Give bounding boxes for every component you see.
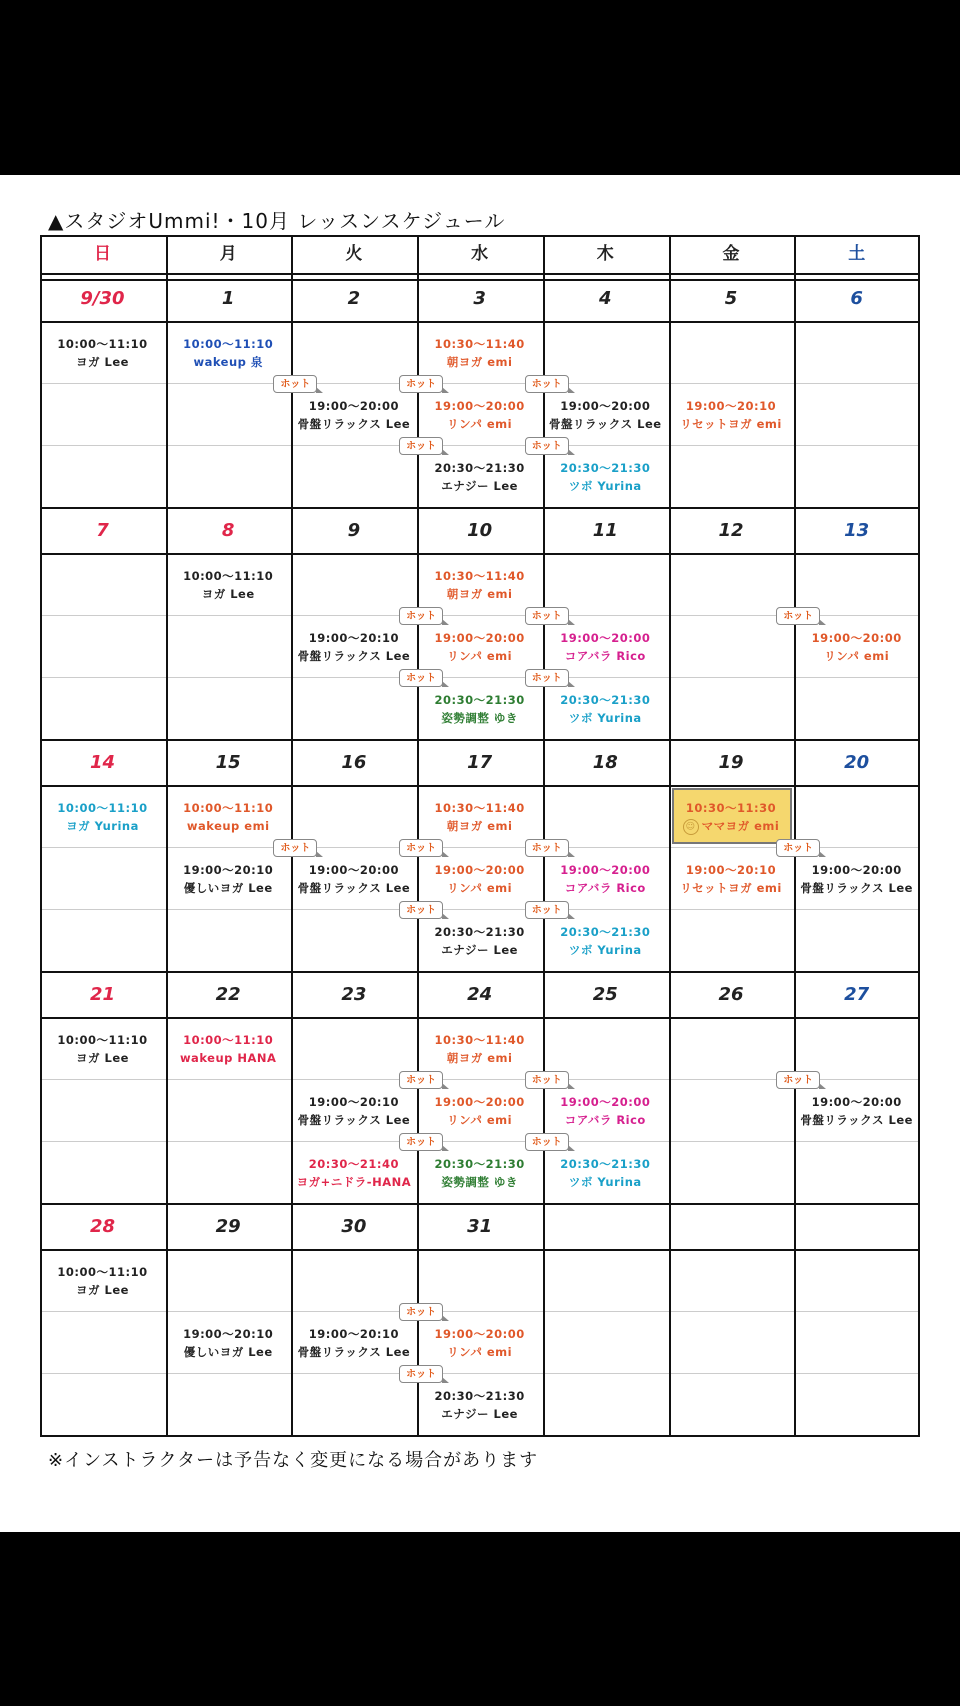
lesson-entry: [291, 1155, 416, 1191]
grid-line: [40, 235, 42, 1435]
lesson-time: 10:00〜11:10: [183, 337, 274, 351]
lesson-time: 10:00〜11:10: [183, 801, 274, 815]
hot-badge: ホット: [399, 839, 443, 857]
hot-badge: ホット: [525, 1133, 569, 1151]
lesson-name-text: リンパ emi: [447, 881, 513, 895]
lesson-name: [417, 477, 542, 495]
hot-badge: ホット: [525, 901, 569, 919]
date-number: [669, 1207, 794, 1245]
lesson-name: [291, 415, 416, 433]
hot-badge: ホット: [399, 669, 443, 687]
lesson-name: [417, 353, 542, 371]
lesson-name: [291, 1343, 416, 1361]
lesson-name-text: コアバラ Rico: [564, 1113, 646, 1127]
lesson-entry: [40, 1031, 165, 1067]
date-number: [794, 1207, 919, 1245]
lesson-name: [166, 1343, 291, 1361]
lesson-name: [669, 817, 794, 835]
lesson-time: 19:00〜20:10: [183, 1327, 274, 1341]
date-number: 19: [718, 752, 744, 773]
grid-line: [40, 553, 920, 555]
lesson-name-text: 骨盤リラックス Lee: [297, 1345, 411, 1359]
lesson-name-text: 骨盤リラックス Lee: [297, 417, 411, 431]
date-number: 6: [850, 288, 863, 309]
lesson-name: [417, 879, 542, 897]
lesson-name: [794, 647, 919, 665]
lesson-name-text: ヨガ Lee: [201, 587, 255, 601]
lesson-entry: [417, 1031, 542, 1067]
date-number: 2: [347, 288, 361, 309]
weekday-header: 水: [471, 244, 489, 264]
date-number: 27: [844, 984, 870, 1005]
date-number: 3: [473, 288, 486, 309]
lesson-name-text: 優しいヨガ Lee: [183, 1345, 273, 1359]
lesson-entry: [166, 799, 291, 835]
lesson-name: [40, 1049, 165, 1067]
lesson-entry: [417, 1325, 542, 1361]
lesson-name-text: コアバラ Rico: [564, 649, 646, 663]
lesson-name: [166, 353, 291, 371]
lesson-name: [166, 585, 291, 603]
weekday-header: 月: [219, 244, 237, 264]
lesson-entry: [40, 799, 165, 835]
date-number: 28: [89, 1216, 116, 1237]
lesson-time: 19:00〜20:00: [560, 631, 651, 645]
date-number: 29: [215, 1216, 241, 1237]
lesson-entry: [543, 861, 668, 897]
lesson-entry: [794, 861, 919, 897]
lesson-entry: [543, 691, 668, 727]
lesson-name-text: エナジー Lee: [441, 943, 518, 957]
date-number: 21: [89, 984, 116, 1005]
lesson-name-text: 骨盤リラックス Lee: [297, 649, 411, 663]
lesson-entry: [794, 629, 919, 665]
date-number: 22: [215, 984, 241, 1005]
date-number: 8: [221, 520, 235, 541]
calendar-grid: [40, 235, 920, 1435]
grid-line: [40, 739, 920, 741]
lesson-name-text: 姿勢調整 ゆき: [441, 711, 518, 725]
date-number: 13: [844, 520, 870, 541]
hot-badge: ホット: [399, 607, 443, 625]
hot-badge: ホット: [525, 607, 569, 625]
hot-badge: ホット: [273, 375, 317, 393]
lesson-time: 20:30〜21:30: [434, 1389, 525, 1403]
hot-badge: ホット: [525, 669, 569, 687]
hot-badge: ホット: [776, 607, 820, 625]
lesson-time: 20:30〜21:30: [434, 461, 525, 475]
lesson-name: [417, 1173, 542, 1191]
lesson-time: 20:30〜21:30: [434, 693, 525, 707]
date-number: 1: [221, 288, 235, 309]
lesson-name-text: 朝ヨガ emi: [446, 1051, 513, 1065]
hot-badge: ホット: [399, 1071, 443, 1089]
lesson-time: 20:30〜21:30: [560, 461, 651, 475]
lesson-time: 19:00〜20:10: [308, 631, 399, 645]
lesson-name-text: 骨盤リラックス Lee: [800, 881, 913, 895]
lesson-time: 20:30〜21:40: [308, 1157, 399, 1171]
lesson-name-text: ヨガ Lee: [76, 1283, 129, 1297]
lesson-name: [543, 1111, 668, 1129]
lesson-time: 19:00〜20:00: [434, 1327, 525, 1341]
lesson-name-text: ヨガ Lee: [76, 1051, 129, 1065]
date-number: 20: [844, 752, 870, 773]
date-number: 17: [467, 752, 493, 773]
lesson-time: 19:00〜20:10: [308, 1095, 399, 1109]
lesson-name-text: 骨盤リラックス Lee: [297, 881, 411, 895]
lesson-time: 10:30〜11:40: [434, 1033, 525, 1047]
lesson-name-text: リンパ emi: [447, 649, 513, 663]
lesson-name-text: 朝ヨガ emi: [446, 587, 513, 601]
smiley-icon: ☺: [683, 819, 699, 835]
date-number: 30: [341, 1216, 367, 1237]
grid-line: [40, 1249, 920, 1251]
lesson-name-text: wakeup 泉: [193, 355, 263, 369]
lesson-entry: [291, 1325, 416, 1361]
hot-badge: ホット: [399, 1365, 443, 1383]
lesson-name: [543, 415, 668, 433]
lesson-entry: [669, 397, 794, 433]
lesson-name: [291, 1111, 416, 1129]
lesson-name-text: エナジー Lee: [441, 1407, 518, 1421]
lesson-entry: [543, 1155, 668, 1191]
date-number: 18: [592, 752, 618, 773]
lesson-name-text: 朝ヨガ emi: [446, 355, 513, 369]
lesson-name: [417, 1343, 542, 1361]
lesson-time: 20:30〜21:30: [434, 925, 525, 939]
hot-badge: ホット: [525, 437, 569, 455]
grid-line: [166, 235, 168, 1435]
lesson-time: 19:00〜20:10: [685, 863, 777, 877]
lesson-name-text: 優しいヨガ Lee: [183, 881, 273, 895]
lesson-time: 19:00〜20:00: [434, 631, 525, 645]
lesson-entry: [40, 1263, 165, 1299]
lesson-name-text: ママヨガ emi: [701, 819, 780, 833]
hot-badge: ホット: [399, 1303, 443, 1321]
lesson-name-text: ヨガ Yurina: [66, 819, 139, 833]
lesson-entry: [291, 629, 416, 665]
lesson-time: 19:00〜20:10: [685, 399, 777, 413]
lesson-name: [543, 1173, 668, 1191]
lesson-time: 19:00〜20:00: [560, 863, 651, 877]
lesson-time: 19:00〜20:00: [560, 1095, 651, 1109]
lesson-entry: [166, 335, 291, 371]
date-number: 16: [341, 752, 367, 773]
lesson-time: 19:00〜20:00: [811, 631, 902, 645]
lesson-entry: [417, 923, 542, 959]
hot-badge: ホット: [776, 1071, 820, 1089]
lesson-entry: [417, 691, 542, 727]
lesson-entry: [669, 861, 794, 897]
lesson-name-text: 骨盤リラックス Lee: [549, 417, 662, 431]
lesson-time: 19:00〜20:00: [434, 1095, 525, 1109]
lesson-name: [417, 647, 542, 665]
hot-badge: ホット: [525, 1071, 569, 1089]
slot-divider: [40, 909, 920, 910]
lesson-time: 19:00〜20:00: [308, 863, 399, 877]
lesson-entry: [417, 1155, 542, 1191]
lesson-entry: [40, 335, 165, 371]
lesson-entry: [543, 397, 668, 433]
lesson-time: 19:00〜20:10: [308, 1327, 399, 1341]
page-title: ▲スタジオUmmi!・10月 レッスンスケジュール: [48, 209, 506, 233]
grid-line: [40, 507, 920, 509]
lesson-entry: [417, 1093, 542, 1129]
lesson-name-text: wakeup emi: [186, 819, 270, 833]
lesson-time: 19:00〜20:00: [308, 399, 399, 413]
lesson-entry: [166, 1031, 291, 1067]
lesson-name: [669, 879, 794, 897]
lesson-time: 20:30〜21:30: [434, 1157, 525, 1171]
lesson-time: 10:30〜11:30: [685, 801, 777, 815]
lesson-name: [543, 477, 668, 495]
lesson-entry: [543, 459, 668, 495]
lesson-entry: [417, 861, 542, 897]
lesson-time: 19:00〜20:00: [560, 399, 651, 413]
date-number: 11: [592, 520, 618, 541]
lesson-name: [417, 585, 542, 603]
weekday-header: 木: [596, 244, 614, 264]
lesson-time: 10:30〜11:40: [434, 337, 525, 351]
lesson-time: 19:00〜20:00: [811, 863, 902, 877]
lesson-time: 19:00〜20:00: [434, 399, 525, 413]
lesson-entry: [543, 923, 668, 959]
date-number: 15: [215, 752, 241, 773]
lesson-name: [291, 647, 416, 665]
lesson-name-text: ツボ Yurina: [568, 711, 642, 725]
date-number: 14: [89, 752, 116, 773]
grid-line: [40, 321, 920, 323]
date-number: 10: [467, 520, 493, 541]
grid-line: [794, 235, 796, 1435]
date-number: 7: [96, 520, 109, 541]
lesson-name-text: 姿勢調整 ゆき: [441, 1175, 518, 1189]
grid-line: [40, 1017, 920, 1019]
lesson-name-text: リセットヨガ emi: [680, 881, 782, 895]
grid-line: [40, 971, 920, 973]
lesson-name: [794, 879, 919, 897]
lesson-time: 19:00〜20:00: [811, 1095, 902, 1109]
lesson-entry: [543, 1093, 668, 1129]
lesson-time: 19:00〜20:00: [434, 863, 525, 877]
slot-divider: [40, 1311, 920, 1312]
lesson-name-text: リンパ emi: [447, 1113, 513, 1127]
slot-divider: [40, 1373, 920, 1374]
lesson-name: [291, 879, 416, 897]
hot-badge: ホット: [399, 1133, 443, 1151]
lesson-name-text: ヨガ+ニドラ-HANA: [296, 1175, 412, 1189]
lesson-name: [166, 1049, 291, 1067]
date-number: 12: [718, 520, 744, 541]
lesson-name: [417, 1111, 542, 1129]
lesson-name-text: ヨガ Lee: [76, 355, 129, 369]
hot-badge: ホット: [399, 901, 443, 919]
lesson-entry: [417, 1387, 542, 1423]
date-number: 5: [724, 288, 738, 309]
lesson-entry: [669, 799, 794, 835]
lesson-name: [543, 941, 668, 959]
date-number: 23: [341, 984, 367, 1005]
lesson-name-text: 骨盤リラックス Lee: [297, 1113, 411, 1127]
lesson-time: 10:00〜11:10: [57, 1265, 148, 1279]
lesson-entry: [291, 397, 416, 433]
lesson-name-text: リセットヨガ emi: [680, 417, 782, 431]
lesson-name-text: リンパ emi: [447, 417, 513, 431]
lesson-time: 10:30〜11:40: [434, 801, 525, 815]
lesson-name-text: 骨盤リラックス Lee: [800, 1113, 913, 1127]
lesson-name: [40, 817, 165, 835]
lesson-name: [794, 1111, 919, 1129]
lesson-entry: [166, 1325, 291, 1361]
lesson-name: [417, 709, 542, 727]
lesson-name: [166, 817, 291, 835]
grid-line: [40, 1203, 920, 1205]
lesson-name: [417, 1405, 542, 1423]
slot-divider: [40, 445, 920, 446]
lesson-entry: [166, 861, 291, 897]
date-number: 9/30: [80, 288, 125, 309]
grid-line: [40, 1435, 920, 1437]
lesson-entry: [417, 397, 542, 433]
grid-line: [40, 273, 920, 275]
lesson-time: 19:00〜20:10: [183, 863, 274, 877]
lesson-name-text: リンパ emi: [824, 649, 890, 663]
lesson-name-text: エナジー Lee: [441, 479, 518, 493]
date-number: 25: [592, 984, 618, 1005]
date-number: [543, 1207, 668, 1245]
lesson-time: 10:00〜11:10: [57, 1033, 148, 1047]
weekday-header: 土: [848, 244, 866, 264]
slot-divider: [40, 383, 920, 384]
weekday-header: 火: [345, 244, 363, 264]
lesson-time: 20:30〜21:30: [560, 1157, 651, 1171]
lesson-name: [417, 415, 542, 433]
lesson-name-text: ツボ Yurina: [568, 1175, 642, 1189]
lesson-name: [417, 1049, 542, 1067]
lesson-time: 10:00〜11:10: [183, 569, 274, 583]
lesson-name-text: wakeup HANA: [179, 1051, 277, 1065]
lesson-time: 10:00〜11:10: [57, 801, 148, 815]
lesson-time: 10:00〜11:10: [57, 337, 148, 351]
lesson-entry: [794, 1093, 919, 1129]
lesson-entry: [417, 567, 542, 603]
lesson-name: [543, 709, 668, 727]
lesson-name: [291, 1173, 416, 1191]
date-number: 9: [347, 520, 361, 541]
grid-line: [918, 235, 920, 1435]
lesson-name-text: 朝ヨガ emi: [446, 819, 513, 833]
lesson-time: 10:30〜11:40: [434, 569, 525, 583]
weekday-header: 金: [722, 244, 740, 264]
date-number: 31: [467, 1216, 493, 1237]
lesson-time: 20:30〜21:30: [560, 693, 651, 707]
lesson-name-text: コアバラ Rico: [564, 881, 646, 895]
date-number: 4: [599, 288, 612, 309]
slot-divider: [40, 1141, 920, 1142]
lesson-name-text: リンパ emi: [447, 1345, 513, 1359]
hot-badge: ホット: [399, 437, 443, 455]
hot-badge: ホット: [776, 839, 820, 857]
hot-badge: ホット: [273, 839, 317, 857]
lesson-entry: [417, 799, 542, 835]
lesson-name: [543, 879, 668, 897]
lesson-name: [543, 647, 668, 665]
lesson-entry: [291, 861, 416, 897]
date-number: 26: [718, 984, 744, 1005]
hot-badge: ホット: [399, 375, 443, 393]
weekday-header: 日: [94, 244, 111, 264]
lesson-name: [40, 353, 165, 371]
lesson-name: [40, 1281, 165, 1299]
lesson-entry: [417, 335, 542, 371]
slot-divider: [40, 677, 920, 678]
grid-line: [40, 785, 920, 787]
lesson-entry: [543, 629, 668, 665]
hot-badge: ホット: [525, 839, 569, 857]
lesson-time: 10:00〜11:10: [183, 1033, 274, 1047]
footnote: ※インストラクターは予告なく変更になる場合があります: [48, 1450, 539, 1471]
lesson-time: 20:30〜21:30: [560, 925, 651, 939]
lesson-name: [417, 817, 542, 835]
lesson-name: [166, 879, 291, 897]
lesson-name-text: ツボ Yurina: [568, 479, 642, 493]
lesson-entry: [417, 629, 542, 665]
lesson-name: [417, 941, 542, 959]
lesson-entry: [166, 567, 291, 603]
lesson-entry: [417, 459, 542, 495]
hot-badge: ホット: [525, 375, 569, 393]
lesson-entry: [291, 1093, 416, 1129]
date-number: 24: [467, 984, 493, 1005]
lesson-name: [669, 415, 794, 433]
lesson-name-text: ツボ Yurina: [568, 943, 642, 957]
grid-line: [40, 235, 920, 237]
